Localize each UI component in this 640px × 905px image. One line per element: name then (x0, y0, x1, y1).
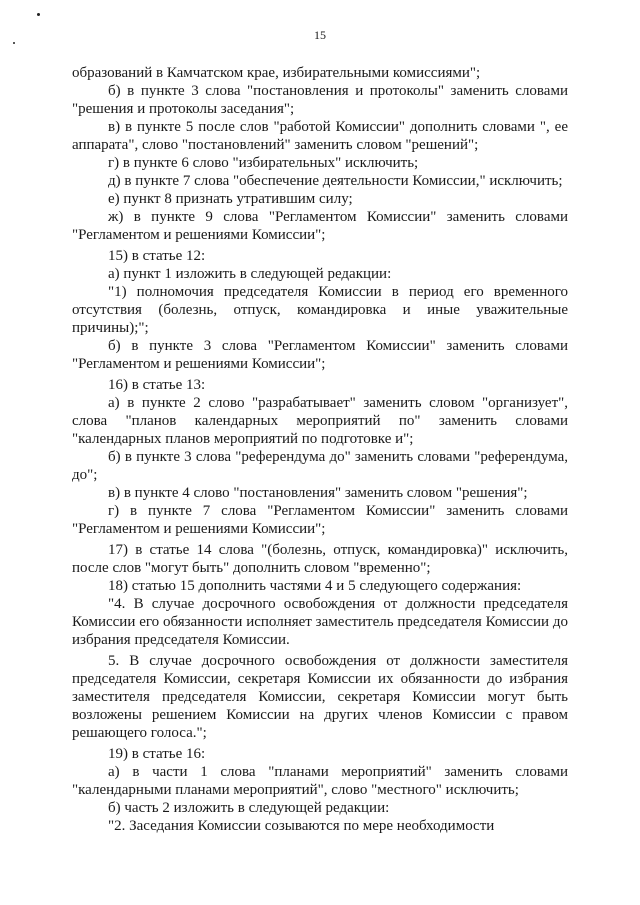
paragraph: б) часть 2 изложить в следующей редакции: (108, 800, 390, 816)
paragraph: "4. В случае досрочного освобождения от должности председателя Комиссии его обязанности исполняет заместитель председателя Комиссии до избрания председателя Комиссии. (72, 596, 568, 648)
paragraph: 15) в статье 12: (108, 248, 206, 264)
paragraph: 5. В случае досрочного освобождения от должности заместителя председателя Комиссии, секретаря Комиссии их обязанности до избрания заместителя председателя Комиссии, секретаря Комиссии могут быть возложены решением Комиссии на других членов Комиссии с правом решающего голоса."; (72, 653, 568, 741)
paragraph: образований в Камчатском крае, избирательными комиссиями"; (72, 65, 481, 81)
page-number: 15 (314, 28, 326, 42)
paragraph: б) в пункте 3 слова "референдума до" заменить словами "референдума, до"; (72, 449, 568, 483)
paragraph: в) в пункте 5 после слов "работой Комиссии" дополнить словами ", ее аппарата", слово "постановлений" заменить словом "решений"; (72, 119, 568, 153)
paragraph: в) в пункте 4 слово "постановления" заменить словом "решения"; (108, 485, 528, 501)
paragraph: а) в пункте 2 слово "разрабатывает" заменить словом "организует", слова "планов календарных мероприятий по" заменить словами "календарных планов мероприятий по подготовке и"; (72, 395, 568, 447)
paragraph: "2. Заседания Комиссии созываются по мере необходимости (108, 818, 495, 834)
paragraph: а) в части 1 слова "планами мероприятий" заменить словами "календарными планами мероприятий", слово "местного" исключить; (72, 764, 568, 798)
paragraph: б) в пункте 3 слова "постановления и протоколы" заменить словами "решения и протоколы заседания"; (72, 83, 568, 117)
paragraph: г) в пункте 7 слова "Регламентом Комиссии" заменить словами "Регламентом и решениями Комиссии"; (72, 503, 568, 537)
paragraph: 18) статью 15 дополнить частями 4 и 5 следующего содержания: (108, 578, 522, 594)
paragraph: 16) в статье 13: (108, 377, 206, 393)
document-body (72, 64, 568, 835)
paragraph: г) в пункте 6 слово "избирательных" исключить; (108, 155, 419, 171)
paragraph: 19) в статье 16: (108, 746, 206, 762)
paragraph: б) в пункте 3 слова "Регламентом Комиссии" заменить словами "Регламентом и решениями Комиссии"; (72, 338, 568, 372)
paragraph: а) пункт 1 изложить в следующей редакции: (108, 266, 392, 282)
paragraph: д) в пункте 7 слова "обеспечение деятельности Комиссии," исключить; (108, 173, 563, 189)
scan-speck (37, 13, 40, 16)
paragraph: "1) полномочия председателя Комиссии в период его временного отсутствия (болезнь, отпуск, командировка и иные уважительные причины);"; (72, 284, 568, 336)
paragraph: е) пункт 8 признать утратившим силу; (108, 191, 353, 207)
paragraph: ж) в пункте 9 слова "Регламентом Комиссии" заменить словами "Регламентом и решениями Комиссии"; (72, 209, 568, 243)
paragraph: 17) в статье 14 слова "(болезнь, отпуск, командировка)" исключить, после слов "могут быть" дополнить словом "временно"; (72, 542, 568, 576)
